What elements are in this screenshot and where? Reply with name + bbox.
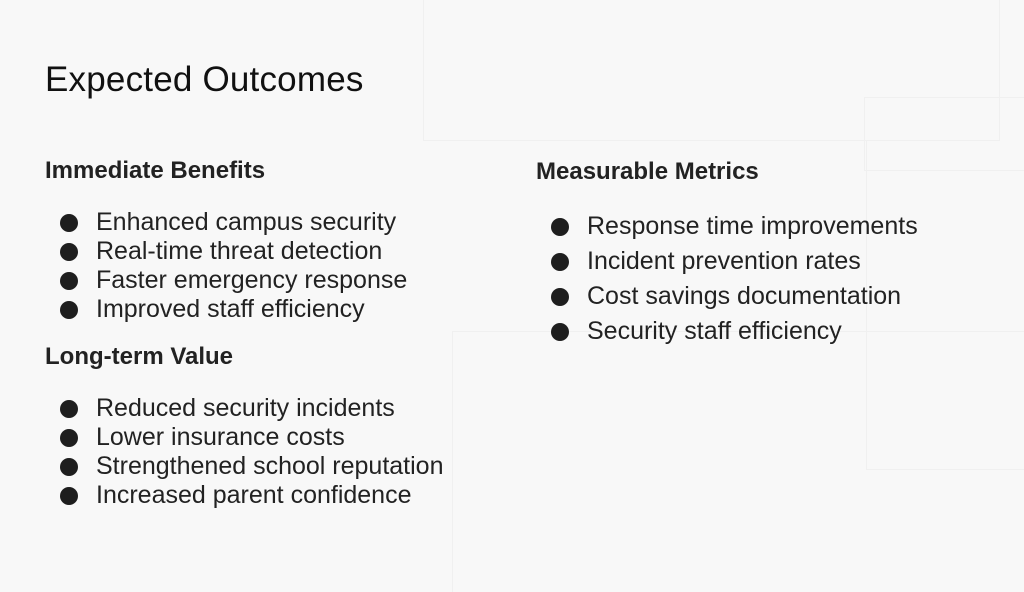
long-term-value-heading: Long-term Value	[45, 343, 234, 370]
bullet-icon	[60, 243, 78, 261]
list-item	[45, 394, 443, 423]
list-item	[45, 266, 407, 295]
list-item-text: Response time improvements	[587, 212, 918, 240]
long-term-value-list	[45, 394, 443, 510]
list-item-text: Enhanced campus security	[96, 208, 397, 236]
list-item	[536, 279, 918, 314]
bullet-icon	[60, 400, 78, 418]
list-item-text: Security staff efficiency	[587, 317, 842, 345]
bullet-icon	[60, 301, 78, 319]
list-item	[536, 314, 918, 349]
immediate-benefits-list	[45, 208, 407, 324]
bullet-icon	[60, 214, 78, 232]
list-item-text: Cost savings documentation	[587, 282, 902, 310]
measurable-metrics-heading: Measurable Metrics	[536, 158, 759, 185]
measurable-metrics-list	[536, 209, 918, 349]
list-item	[536, 209, 918, 244]
decorative-frame	[864, 97, 1024, 171]
list-item	[45, 423, 443, 452]
list-item-text: Reduced security incidents	[96, 394, 395, 422]
decorative-frame	[423, 0, 1000, 141]
bullet-icon	[551, 218, 569, 236]
list-item-text: Incident prevention rates	[587, 247, 861, 275]
bullet-icon	[60, 272, 78, 290]
list-item	[45, 452, 443, 481]
list-item	[536, 244, 918, 279]
list-item-text: Lower insurance costs	[96, 423, 345, 451]
bullet-icon	[551, 288, 569, 306]
bullet-icon	[551, 253, 569, 271]
bullet-icon	[60, 429, 78, 447]
list-item	[45, 237, 407, 266]
list-item	[45, 481, 443, 510]
slide-title: Expected Outcomes	[45, 60, 364, 99]
list-item	[45, 295, 407, 324]
bullet-icon	[551, 323, 569, 341]
list-item-text: Strengthened school reputation	[96, 452, 444, 480]
list-item	[45, 208, 407, 237]
list-item-text: Increased parent confidence	[96, 481, 412, 509]
bullet-icon	[60, 487, 78, 505]
list-item-text: Real-time threat detection	[96, 237, 383, 265]
bullet-icon	[60, 458, 78, 476]
decorative-frame	[452, 331, 1024, 592]
list-item-text: Faster emergency response	[96, 266, 408, 294]
immediate-benefits-heading: Immediate Benefits	[45, 157, 266, 184]
list-item-text: Improved staff efficiency	[96, 295, 365, 323]
